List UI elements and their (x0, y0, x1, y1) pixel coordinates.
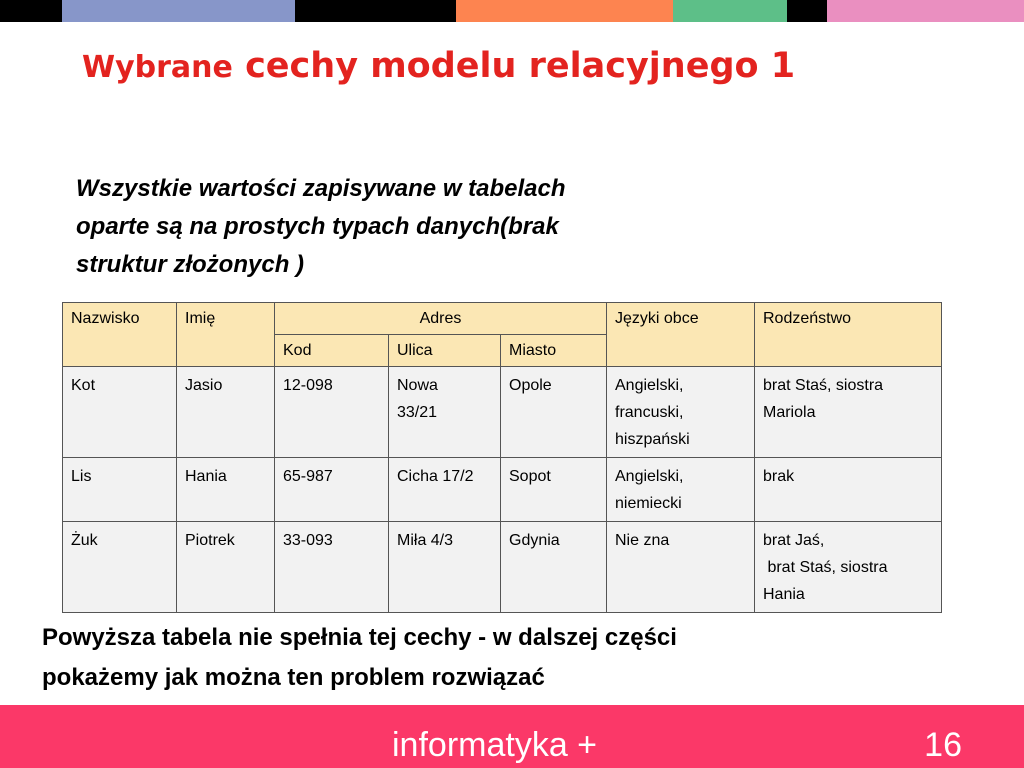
conclusion-line: Powyższa tabela nie spełnia tej cechy - w dalszej części (42, 624, 677, 651)
cell-rodzenstwo (755, 367, 942, 458)
cell-line: niemiecki (615, 495, 682, 512)
cell-miasto: Sopot (501, 458, 607, 522)
stripe-segment (62, 0, 295, 22)
cell-kod: 12-098 (275, 367, 389, 458)
stripe-segment (827, 0, 1024, 22)
table-header-row (63, 303, 942, 335)
cell-line: Hania (763, 586, 805, 603)
footer-bar (0, 705, 1024, 768)
table-row (63, 522, 942, 613)
cell-rodzenstwo (755, 458, 942, 522)
footer-brand: informatyka + (392, 726, 598, 764)
header-cell-nazwisko: Nazwisko (63, 303, 177, 367)
stripe-segment (673, 0, 787, 22)
header-cell-miasto: Miasto (501, 335, 607, 367)
cell-ulica (389, 367, 501, 458)
cell-ulica (389, 522, 501, 613)
cell-jezyki (607, 367, 755, 458)
stripe-segment (787, 0, 827, 22)
cell-line: brat Jaś, (763, 532, 825, 549)
header-cell-jezyki: Języki obce (607, 303, 755, 367)
people-table (62, 302, 942, 613)
stripe-segment (456, 0, 673, 22)
cell-miasto: Opole (501, 367, 607, 458)
intro-text (76, 170, 796, 284)
cell-nazwisko: Żuk (63, 522, 177, 613)
intro-line: oparte są na prostych typach danych(brak (76, 213, 559, 240)
cell-line: brat Staś, siostra (763, 377, 884, 394)
stripe-segment (0, 0, 62, 22)
cell-rodzenstwo (755, 522, 942, 613)
cell-nazwisko: Lis (63, 458, 177, 522)
cell-jezyki (607, 458, 755, 522)
slide-title-part2: cechy modelu relacyjnego 1 (245, 46, 796, 86)
cell-nazwisko: Kot (63, 367, 177, 458)
table-row (63, 367, 942, 458)
cell-jezyki (607, 522, 755, 613)
page-number: 16 (924, 726, 962, 764)
cell-line: Mariola (763, 404, 816, 421)
conclusion-line: pokażemy jak można ten problem rozwiązać (42, 664, 545, 691)
cell-line: francuski, (615, 404, 684, 421)
stripe-segment (295, 0, 456, 22)
cell-line: Nie zna (615, 532, 670, 549)
cell-line: hiszpański (615, 431, 690, 448)
cell-line: Cicha 17/2 (397, 468, 474, 485)
header-cell-imie: Imię (177, 303, 275, 367)
header-cell-adres: Adres (275, 303, 607, 335)
cell-kod: 65-987 (275, 458, 389, 522)
intro-line: Wszystkie wartości zapisywane w tabelach (76, 175, 566, 202)
cell-imie: Hania (177, 458, 275, 522)
cell-line: Nowa (397, 377, 438, 394)
cell-line: brat Staś, siostra (763, 559, 888, 576)
header-cell-kod: Kod (275, 335, 389, 367)
intro-line: struktur złożonych ) (76, 251, 305, 278)
cell-line: Angielski, (615, 377, 684, 394)
cell-line: Miła 4/3 (397, 532, 454, 549)
table-row (63, 458, 942, 522)
cell-line: 33/21 (397, 404, 438, 421)
cell-ulica (389, 458, 501, 522)
cell-line: Angielski, (615, 468, 684, 485)
top-color-stripe (0, 0, 1024, 22)
cell-line: brak (763, 468, 795, 485)
cell-kod: 33-093 (275, 522, 389, 613)
cell-miasto: Gdynia (501, 522, 607, 613)
header-cell-rodzenstwo: Rodzeństwo (755, 303, 942, 367)
conclusion-text (42, 618, 1002, 698)
header-cell-ulica: Ulica (389, 335, 501, 367)
slide-title-part1: Wybrane (82, 50, 233, 85)
slide-title (82, 46, 795, 86)
cell-imie: Jasio (177, 367, 275, 458)
cell-imie: Piotrek (177, 522, 275, 613)
